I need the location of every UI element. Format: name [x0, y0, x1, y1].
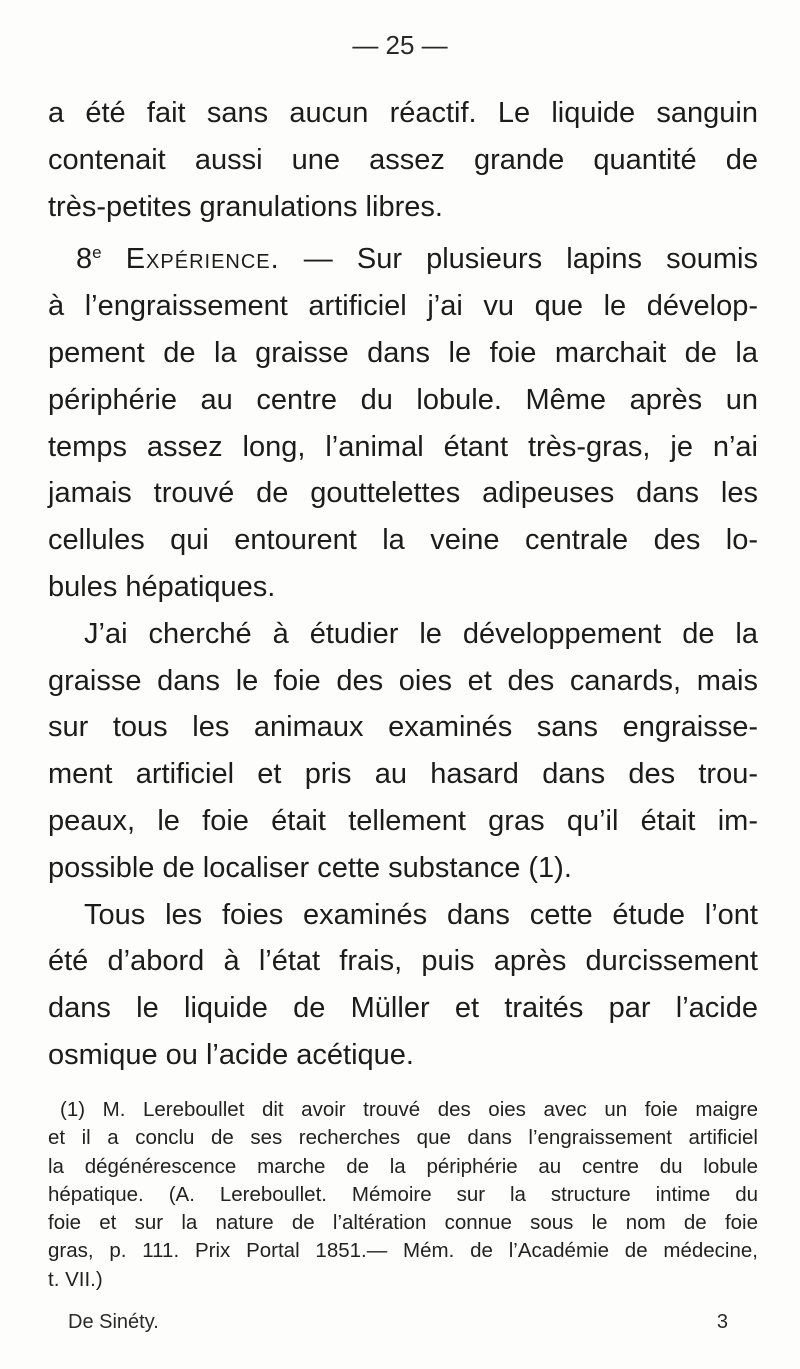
- text-line: cellules qui entourent la veine centrale des lo-: [48, 524, 758, 557]
- text-line: Tous les foies examinés dans cette étude l’ont: [84, 898, 758, 931]
- text-line: bules hépatiques.: [48, 570, 276, 603]
- text-line: périphérie au centre du lobule. Même après un: [48, 383, 758, 416]
- text-line: jamais trouvé de gouttelettes adipeuses dans les: [48, 477, 758, 510]
- page-number: — 25 —: [352, 30, 448, 60]
- text-line: pement de la graisse dans le foie marchait de la: [48, 336, 758, 369]
- footnote-line: (1) M. Lereboullet dit avoir trouvé des oies avec un foie maigre: [60, 1098, 758, 1121]
- footnote-line: foie et sur la nature de l’altération connue sous le nom de foie: [48, 1211, 758, 1235]
- experience-heading-line: [48, 230, 758, 283]
- text-line: contenait aussi une assez grande quantité de: [48, 143, 758, 176]
- text-line: — Sur plusieurs lapins soumis: [303, 243, 758, 276]
- text-line: graisse dans le foie des oies et des canards, mais: [48, 664, 758, 697]
- text-line: osmique ou l’acide acétique.: [48, 1038, 414, 1071]
- main-text: [48, 90, 758, 1079]
- text-line: sur tous les animaux examinés sans engraisse-: [48, 711, 758, 744]
- signature-number: 3: [716, 1311, 728, 1333]
- experience-number-superscript: e: [92, 243, 102, 263]
- text-line: J’ai cherché à étudier le développement de la: [84, 617, 758, 650]
- text-line: peaux, le foie était tellement gras qu’il était im-: [48, 804, 758, 837]
- text-line: très-petites granulations libres.: [48, 190, 443, 223]
- footnote-line: et il a conclu de ses recherches que dans l’engraissement artificiel: [48, 1126, 758, 1150]
- signature-mark: De Sinéty.: [68, 1311, 159, 1333]
- footnote-line: t. VII.): [48, 1267, 103, 1291]
- footnote: [48, 1096, 758, 1294]
- text-line: dans le liquide de Müller et traités par l’acide: [48, 992, 758, 1025]
- footnote-line: gras, p. 111. Prix Portal 1851.— Mém. de l’Académie de médecine,: [48, 1239, 758, 1263]
- text-line: été d’abord à l’état frais, puis après durcissement: [48, 945, 758, 978]
- text-line: a été fait sans aucun réactif. Le liquide sanguin: [48, 97, 758, 129]
- text-line: possible de localiser cette substance (1).: [48, 851, 572, 884]
- footnote-line: la dégénérescence marche de la périphérie au centre du lobule: [48, 1154, 758, 1178]
- text-line: ment artificiel et pris au hasard dans des trou-: [48, 758, 758, 791]
- footnote-line: hépatique. (A. Lereboullet. Mémoire sur la structure intime du: [48, 1182, 758, 1206]
- experience-title: Expérience.: [125, 243, 280, 276]
- text-line: à l’engraissement artificiel j’ai vu que le dévelop-: [48, 290, 758, 323]
- experience-number: 8: [76, 243, 93, 276]
- text-line: temps assez long, l’animal étant très-gras, je n’ai: [48, 430, 758, 463]
